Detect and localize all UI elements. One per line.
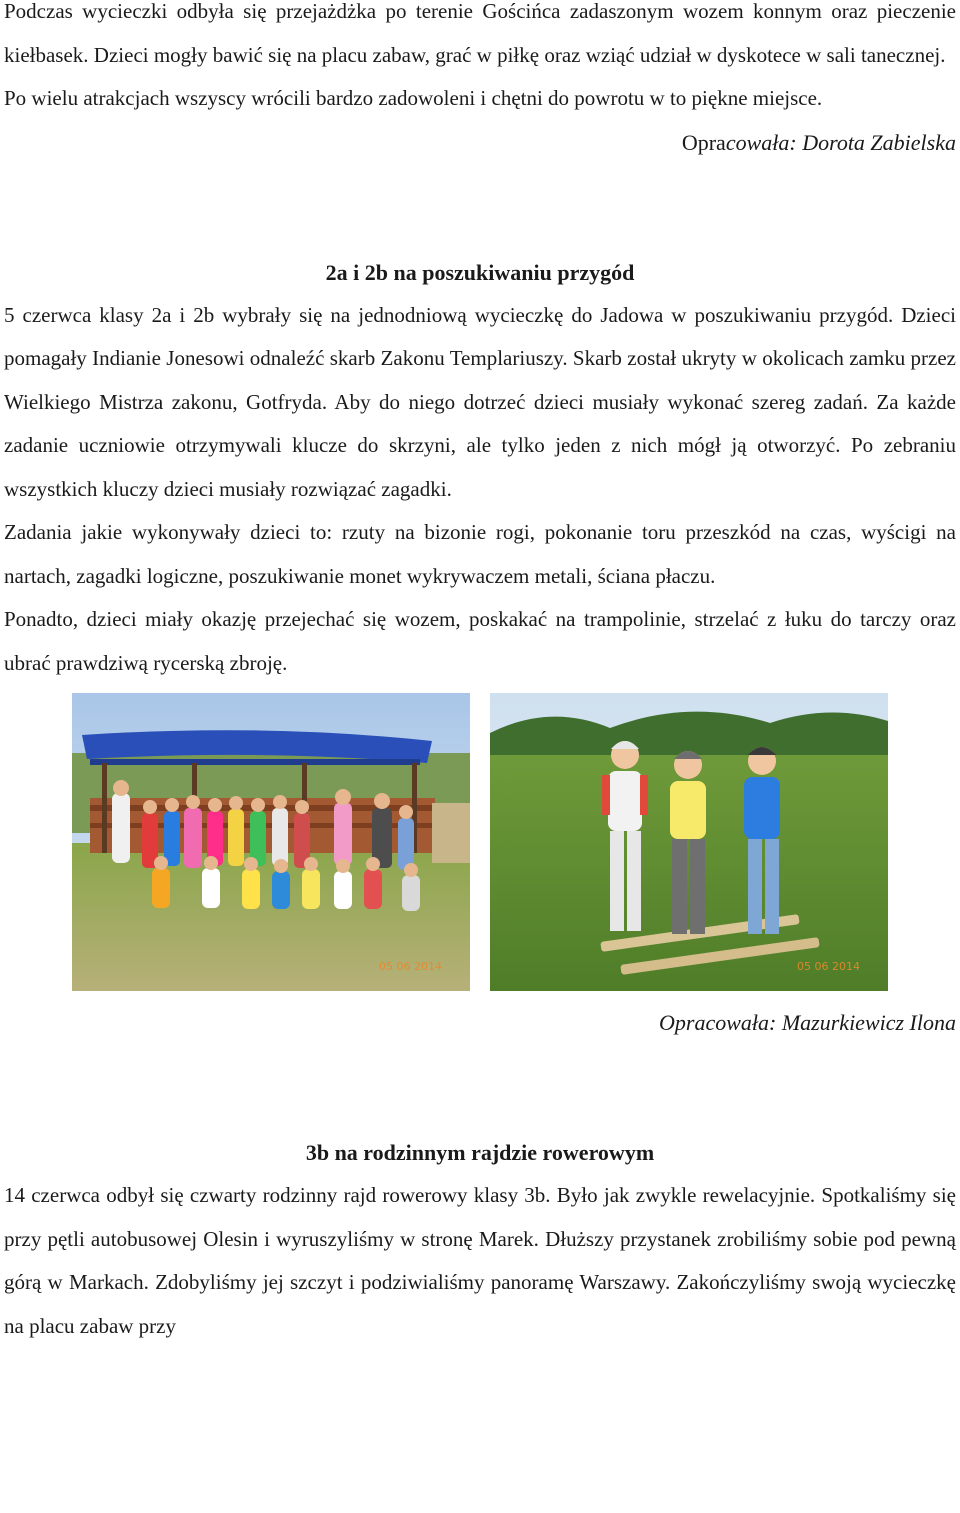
photo-right-date-stamp: 05 06 2014 (797, 960, 860, 973)
article3-title: 3b na rodzinnym rajdzie rowerowym (305, 1140, 655, 1165)
article1-signature (4, 121, 956, 164)
document-page (4, 0, 956, 1348)
group-photo-wagon (72, 693, 470, 991)
article1-paragraph-2: Po wielu atrakcjach wszyscy wrócili bardzo zadowoleni i chętni do powrotu w to piękne miejsce. (4, 86, 823, 110)
article2-paragraph-2: Zadania jakie wykonywały dzieci to: rzuty na bizonie rogi, pokonanie toru przeszkód na czas, wyścigi na nartach, zagadki logiczne, poszukiwanie monet wykrywaczem metali, ściana płaczu. (4, 520, 956, 588)
article1-paragraph-1: Podczas wycieczki odbyła się przejażdżka po terenie Gościńca zadaszonym wozem konnym oraz pieczenie kiełbasek. Dzieci mogły bawić się na placu zabaw, grać w piłkę oraz wziąć udział w dyskotece w sali tanecznej. (4, 0, 956, 67)
boys-field-photo (490, 693, 888, 991)
article2-title: 2a i 2b na poszukiwaniu przygód (325, 259, 635, 285)
article1-signature-prefix: Opra (681, 129, 726, 155)
article1-signature-rest: cowała: Dorota Zabielska (725, 129, 956, 155)
article2-photos (4, 693, 956, 993)
article2-paragraph-1: 5 czerwca klasy 2a i 2b wybrały się na jednodniową wycieczkę do Jadowa w poszukiwaniu przygód. Dzieci pomagały Indianie Jonesowi odnaleźć skarb Zakonu Templariuszy. Skarb został ukryty w okolicach zamku przez Wielkiego Mistrza zakonu, Gotfryda. Aby do niego dotrzeć dzieci musiały wykonać szereg zadań. Za każde zadanie uczniowie otrzymywali klucze do skrzyni, ale tylko jeden z nich mógł ją otworzyć. Po zebraniu wszystkich kluczy dzieci musiały rozwiązać zagadki. (4, 302, 956, 501)
article3-paragraph-1: 14 czerwca odbył się czwarty rodzinny rajd rowerowy klasy 3b. Było jak zwykle rewelacyjnie. Spotkaliśmy się przy pętli autobusowej Olesin i wyruszyliśmy w stronę Marek. Dłuższy przystanek zrobiliśmy sobie pod pewną górą w Markach. Zdobyliśmy jej szczyt i podziwialiśmy panoramę Warszawy. Zakończyliśmy swoją wycieczkę na placu zabaw przy (4, 1183, 956, 1338)
article2-signature: Opracowała: Mazurkiewicz Ilona (659, 1010, 956, 1035)
article2-paragraph-3: Ponadto, dzieci miały okazję przejechać się wozem, poskakać na trampolinie, strzelać z łuku do tarczy oraz ubrać prawdziwą rycerską zbroję. (4, 607, 956, 675)
photo-left-date-stamp: 05 06 2014 (379, 960, 442, 973)
